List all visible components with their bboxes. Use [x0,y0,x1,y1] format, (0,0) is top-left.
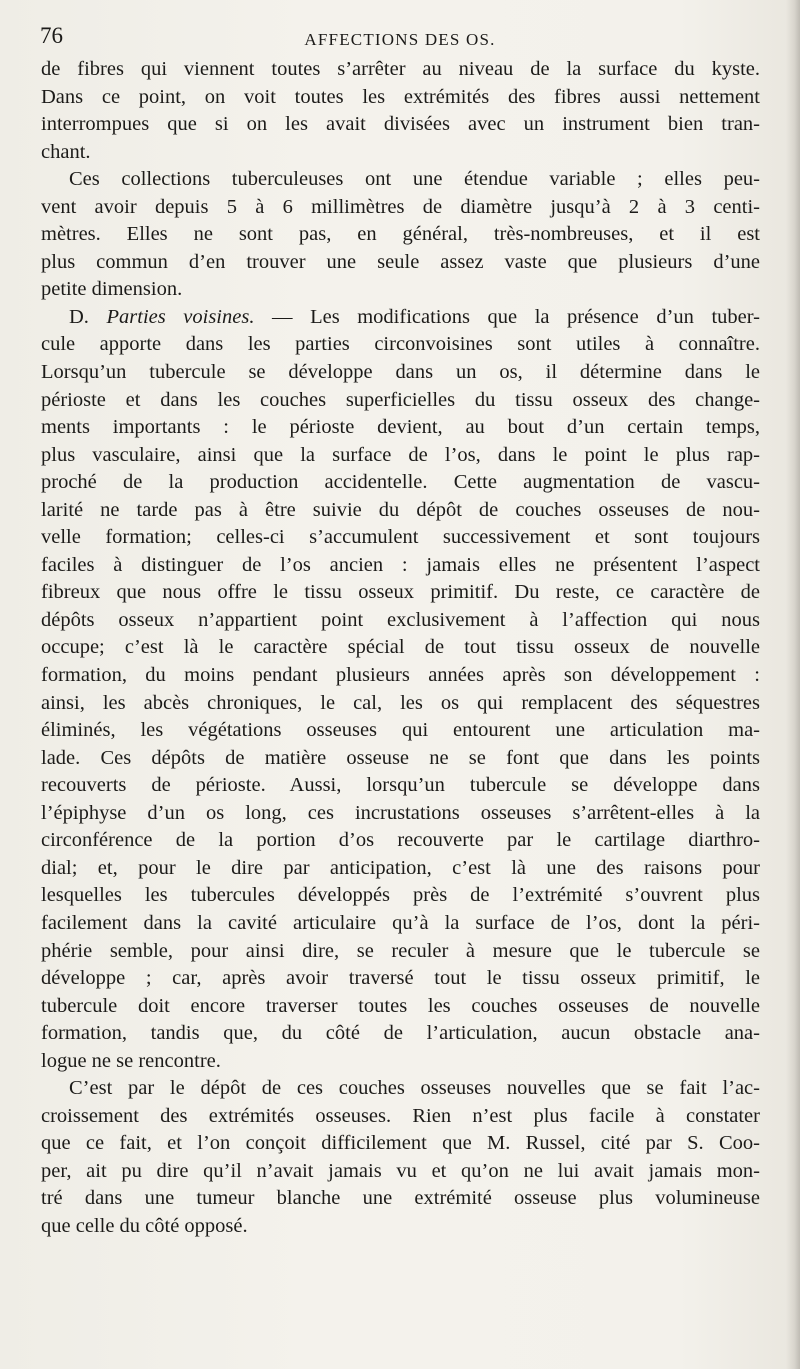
text-line: occupe; c’est là le caractère spécial de tout tissu osseux de nouvelle [41,636,760,659]
text-line: développe ; car, après avoir traversé tout le tissu osseux primitif, le [41,967,760,990]
text-line: éliminés, les végétations osseuses qui entourent une articulation ma- [41,719,760,742]
running-title: AFFECTIONS DES OS. [304,30,496,49]
text-line: vent avoir depuis 5 à 6 millimètres de diamètre jusqu’à 2 à 3 centi- [41,195,760,218]
section-d-first-line [41,304,760,332]
text-line: C’est par le dépôt de ces couches osseuses nouvelles que se fait l’ac- [69,1077,760,1100]
text-line: larité ne tarde pas à être suivie du dépôt de couches osseuses de nou- [41,498,760,521]
text-line: dial; et, pour le dire par anticipation, c’est là une des raisons pour [41,856,760,879]
text-line: petite dimension. [41,278,183,301]
text-line: ments importants : le périoste devient, au bout d’un certain temps, [41,416,760,439]
text-line: tubercule doit encore traverser toutes les couches osseuses de nouvelle [41,994,760,1017]
text-line: que celle du côté opposé. [41,1214,248,1237]
text-line: circonférence de la portion d’os recouverte par le cartilage diarthro- [41,829,760,852]
text-line: chant. [41,140,91,163]
text-line: — Les modifications que la présence d’un tuber- [272,305,760,328]
running-header [40,22,760,54]
body-text [41,56,760,1241]
text-line: croissement des extrémités osseuses. Rien n’est plus facile à constater [41,1104,760,1127]
text-line: que ce fait, et l’on conçoit difficilement que M. Russel, cité par S. Coo- [41,1132,760,1155]
text-line: dépôts osseux n’appartient point exclusivement à l’affection qui nous [41,608,760,631]
text-line: formation, du moins pendant plusieurs années après son développement : [41,664,760,687]
text-line: périoste et dans les couches superficielles du tissu osseux des change- [41,388,760,411]
section-d-prefix: D. [69,305,89,328]
page-number: 76 [40,23,63,48]
text-line: Ces collections tuberculeuses ont une étendue variable ; elles peu- [69,168,760,191]
text-line: cule apporte dans les parties circonvoisines sont utiles à connaître. [41,333,760,356]
text-line: fibreux que nous offre le tissu osseux primitif. Du reste, ce caractère de [41,581,760,604]
text-line: logue ne se rencontre. [41,1049,221,1072]
text-line: recouverts de périoste. Aussi, lorsqu’un tubercule se développe dans [41,774,760,797]
text-line: per, ait pu dire qu’il n’avait jamais vu et qu’on ne lui avait jamais mon- [41,1159,760,1182]
text-line: faciles à distinguer de l’os ancien : jamais elles ne présentent l’aspect [41,553,760,576]
text-line: facilement dans la cavité articulaire qu’à la surface de l’os, dont la péri- [41,911,760,934]
text-line: de fibres qui viennent toutes s’arrêter au niveau de la surface du kyste. [41,58,760,80]
text-line: ainsi, les abcès chroniques, le cal, les os qui remplacent des séquestres [41,691,760,714]
text-line: velle formation; celles-ci s’accumulent successivement et sont toujours [41,526,760,549]
text-line: mètres. Elles ne sont pas, en général, très-nombreuses, et il est [41,223,760,246]
text-line: lade. Ces dépôts de matière osseuse ne se font que dans les points [41,746,760,769]
text-line: formation, tandis que, du côté de l’articulation, aucun obstacle ana- [41,1022,760,1045]
text-line: Dans ce point, on voit toutes les extrémités des fibres aussi nettement [41,85,760,108]
page-edge-shadow [786,0,800,1369]
text-line: plus vasculaire, ainsi que la surface de l’os, dans le point le plus rap- [41,443,760,466]
text-line: Lorsqu’un tubercule se développe dans un os, il détermine dans le [41,361,760,384]
text-line: plus commun d’en trouver une seule assez vaste que plusieurs d’une [41,250,760,273]
text-line: proché de la production accidentelle. Cette augmentation de vascu- [41,471,760,494]
text-line: l’épiphyse d’un os long, ces incrustations osseuses s’arrêtent-elles à la [41,801,760,824]
text-line: phérie semble, pour ainsi dire, se reculer à mesure que le tubercule se [41,939,760,962]
text-line: interrompues que si on les avait divisées avec un instrument bien tran- [41,113,760,136]
section-d-label: Parties voisines. [106,305,255,328]
text-line: tré dans une tumeur blanche une extrémité osseuse plus volumineuse [41,1187,760,1210]
text-line: lesquelles les tubercules développés près de l’extrémité s’ouvrent plus [41,884,760,907]
